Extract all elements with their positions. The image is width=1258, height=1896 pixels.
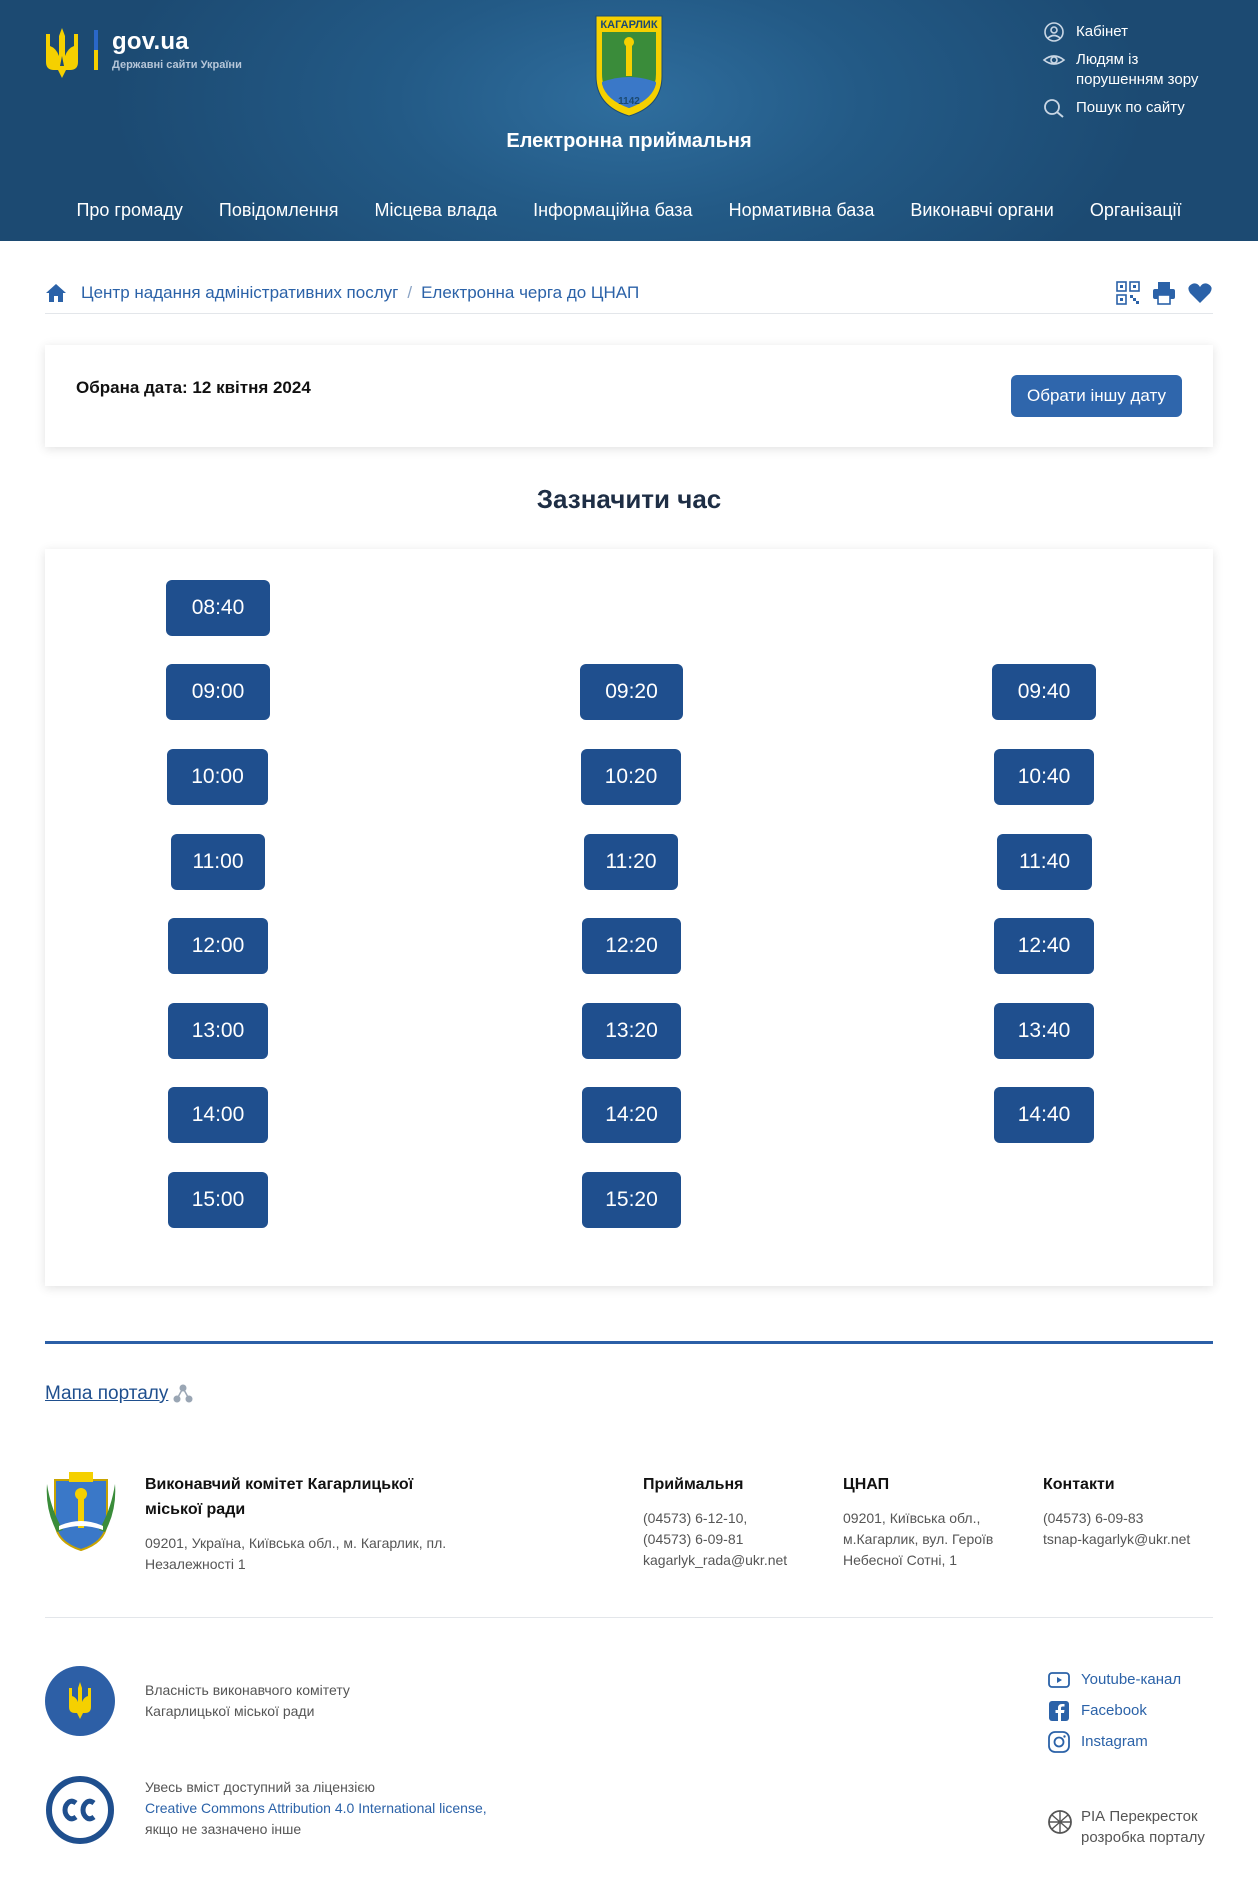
time-slot-button[interactable]: 12:00 [168, 918, 268, 974]
creative-commons-icon[interactable] [45, 1775, 115, 1845]
sitemap-icon [172, 1383, 194, 1405]
selected-date-text [76, 378, 311, 398]
print-icon[interactable] [1151, 280, 1177, 306]
site-header [0, 0, 1258, 241]
time-slot-button[interactable]: 10:20 [581, 749, 681, 805]
breadcrumb-item-cnap[interactable]: Центр надання адміністративних послуг [81, 282, 399, 302]
time-slot-button[interactable]: 12:40 [994, 918, 1094, 974]
developer-name: РІА Перекресток [1081, 1808, 1198, 1825]
sitemap-link[interactable]: Мапа порталу [45, 1383, 169, 1404]
time-slot-button[interactable]: 15:00 [168, 1172, 268, 1228]
footer-column-reception [643, 1472, 813, 1571]
user-icon [1042, 22, 1066, 42]
facebook-icon [1047, 1700, 1071, 1722]
license-text [145, 1777, 487, 1840]
site-search-link[interactable] [1042, 98, 1242, 118]
time-slot-button[interactable]: 11:00 [171, 834, 265, 890]
time-slot-button[interactable]: 09:20 [580, 664, 683, 720]
license-line: Увесь вміст доступний за ліцензією [145, 1779, 375, 1795]
city-crest-icon[interactable] [592, 12, 666, 120]
instagram-link-label: Instagram [1081, 1733, 1148, 1750]
favorite-heart-icon[interactable] [1187, 280, 1213, 306]
facebook-link-label: Facebook [1081, 1702, 1147, 1719]
cnap-address-line: Небесної Сотні, 1 [843, 1552, 958, 1568]
selected-date-value: : 12 квітня 2024 [182, 378, 311, 397]
time-slot-button[interactable]: 12:20 [582, 918, 681, 974]
org-address: 09201, Україна, Київська обл., м. Кагарлик, пл. Незалежності 1 [145, 1535, 447, 1572]
time-slot-button[interactable]: 09:00 [166, 664, 270, 720]
selected-date-label: Обрана дата [76, 378, 183, 397]
time-slot-button[interactable]: 13:00 [168, 1003, 268, 1059]
footer-divider [45, 1341, 1213, 1344]
org-name: Виконавчий комітет Кагарлицької міської ради [145, 1476, 414, 1518]
site-title: Електронна приймальня [506, 130, 752, 152]
site-search-link-label: Пошук по сайту [1076, 99, 1185, 116]
time-slot-button[interactable]: 13:20 [582, 1003, 681, 1059]
time-slot-button[interactable]: 14:00 [168, 1087, 268, 1143]
license-link[interactable]: Creative Commons Attribution 4.0 International license, [145, 1800, 487, 1816]
youtube-link-label: Youtube-канал [1081, 1671, 1182, 1688]
city-council-crest-icon [45, 1470, 117, 1552]
home-icon[interactable] [45, 283, 67, 303]
footer-column-cnap [843, 1472, 1023, 1571]
nav-item-regulatory-base[interactable]: Нормативна база [728, 200, 875, 220]
instagram-icon [1047, 1731, 1071, 1753]
cnap-address-line: м.Кагарлик, вул. Героїв [843, 1531, 994, 1547]
footer-column-title: Контакти [1043, 1476, 1115, 1493]
time-slots-panel [45, 549, 1213, 1286]
social-links [1047, 1668, 1181, 1761]
time-slot-button[interactable]: 14:40 [994, 1087, 1094, 1143]
gov-subtitle: Державні сайти України [112, 59, 242, 71]
breadcrumb [45, 272, 1213, 314]
selected-date-panel [45, 345, 1213, 447]
license-line: якщо не зазначено інше [145, 1821, 302, 1837]
nav-item-info-base[interactable]: Інформаційна база [533, 200, 693, 220]
reception-phone-2: (04573) 6-09-81 [643, 1531, 744, 1547]
ownership-line: Кагарлицької міської ради [145, 1703, 315, 1719]
accessibility-link-label: Людям із порушенням зору [1076, 51, 1199, 88]
crest-top-text: КАГАРЛИК [600, 19, 658, 31]
time-slot-button[interactable]: 15:20 [582, 1172, 681, 1228]
instagram-link[interactable] [1047, 1730, 1181, 1753]
footer-column-title: Приймальня [643, 1476, 744, 1493]
time-slot-button[interactable]: 10:40 [994, 749, 1094, 805]
reception-email[interactable]: kagarlyk_rada@ukr.net [643, 1552, 788, 1568]
time-slot-button[interactable]: 09:40 [992, 664, 1096, 720]
nav-item-about[interactable]: Про громаду [76, 200, 183, 220]
nav-item-news[interactable]: Повідомлення [218, 200, 339, 220]
breadcrumb-separator: / [407, 282, 413, 302]
developer-credit[interactable] [1047, 1806, 1205, 1848]
breadcrumb-item-queue[interactable]: Електронна черга до ЦНАП [421, 282, 640, 302]
main-nav [0, 190, 1258, 230]
top-links [1042, 22, 1242, 126]
qr-code-icon[interactable] [1115, 280, 1141, 306]
gov-title: gov.ua [112, 28, 189, 55]
footer-column-title: ЦНАП [843, 1476, 890, 1493]
trident-icon [44, 26, 80, 80]
crest-year: 1142 [618, 96, 640, 107]
cabinet-link[interactable] [1042, 22, 1242, 42]
accessibility-link[interactable] [1042, 50, 1242, 90]
search-icon [1042, 98, 1066, 118]
developer-note: розробка порталу [1081, 1829, 1205, 1846]
nav-item-local-government[interactable]: Місцева влада [374, 200, 498, 220]
gov-ua-logo[interactable] [44, 26, 242, 80]
state-emblem-icon [45, 1666, 115, 1736]
choose-another-date-button[interactable]: Обрати іншу дату [1011, 375, 1182, 417]
time-slot-button[interactable]: 14:20 [582, 1087, 681, 1143]
time-slot-button[interactable]: 13:40 [994, 1003, 1094, 1059]
contacts-phone: (04573) 6-09-83 [1043, 1510, 1144, 1526]
footer-separator [45, 1617, 1213, 1618]
youtube-link[interactable] [1047, 1668, 1181, 1691]
contacts-email[interactable]: tsnap-kagarlyk@ukr.net [1043, 1531, 1191, 1547]
facebook-link[interactable] [1047, 1699, 1181, 1722]
ownership-line: Власність виконавчого комітету [145, 1682, 350, 1698]
nav-item-organizations[interactable]: Організації [1089, 200, 1182, 220]
cabinet-link-label: Кабінет [1076, 23, 1129, 40]
footer-column-contacts [1043, 1472, 1233, 1550]
org-info [145, 1472, 455, 1575]
nav-item-executive-bodies[interactable]: Виконавчі органи [910, 200, 1054, 220]
time-slot-button[interactable]: 11:40 [997, 834, 1092, 890]
developer-logo-icon [1047, 1809, 1073, 1835]
gov-flag [94, 30, 98, 70]
youtube-icon [1047, 1669, 1071, 1691]
ownership-text [145, 1680, 350, 1722]
section-title: Зазначити час [536, 484, 722, 514]
cnap-address-line: 09201, Київська обл., [843, 1510, 981, 1526]
sitemap-link-row[interactable] [45, 1383, 194, 1405]
eye-icon [1042, 50, 1066, 70]
reception-phone-1: (04573) 6-12-10, [643, 1510, 748, 1526]
time-slot-button[interactable]: 08:40 [166, 580, 270, 636]
time-slot-button[interactable]: 10:00 [167, 749, 268, 805]
time-slot-button[interactable]: 11:20 [584, 834, 678, 890]
